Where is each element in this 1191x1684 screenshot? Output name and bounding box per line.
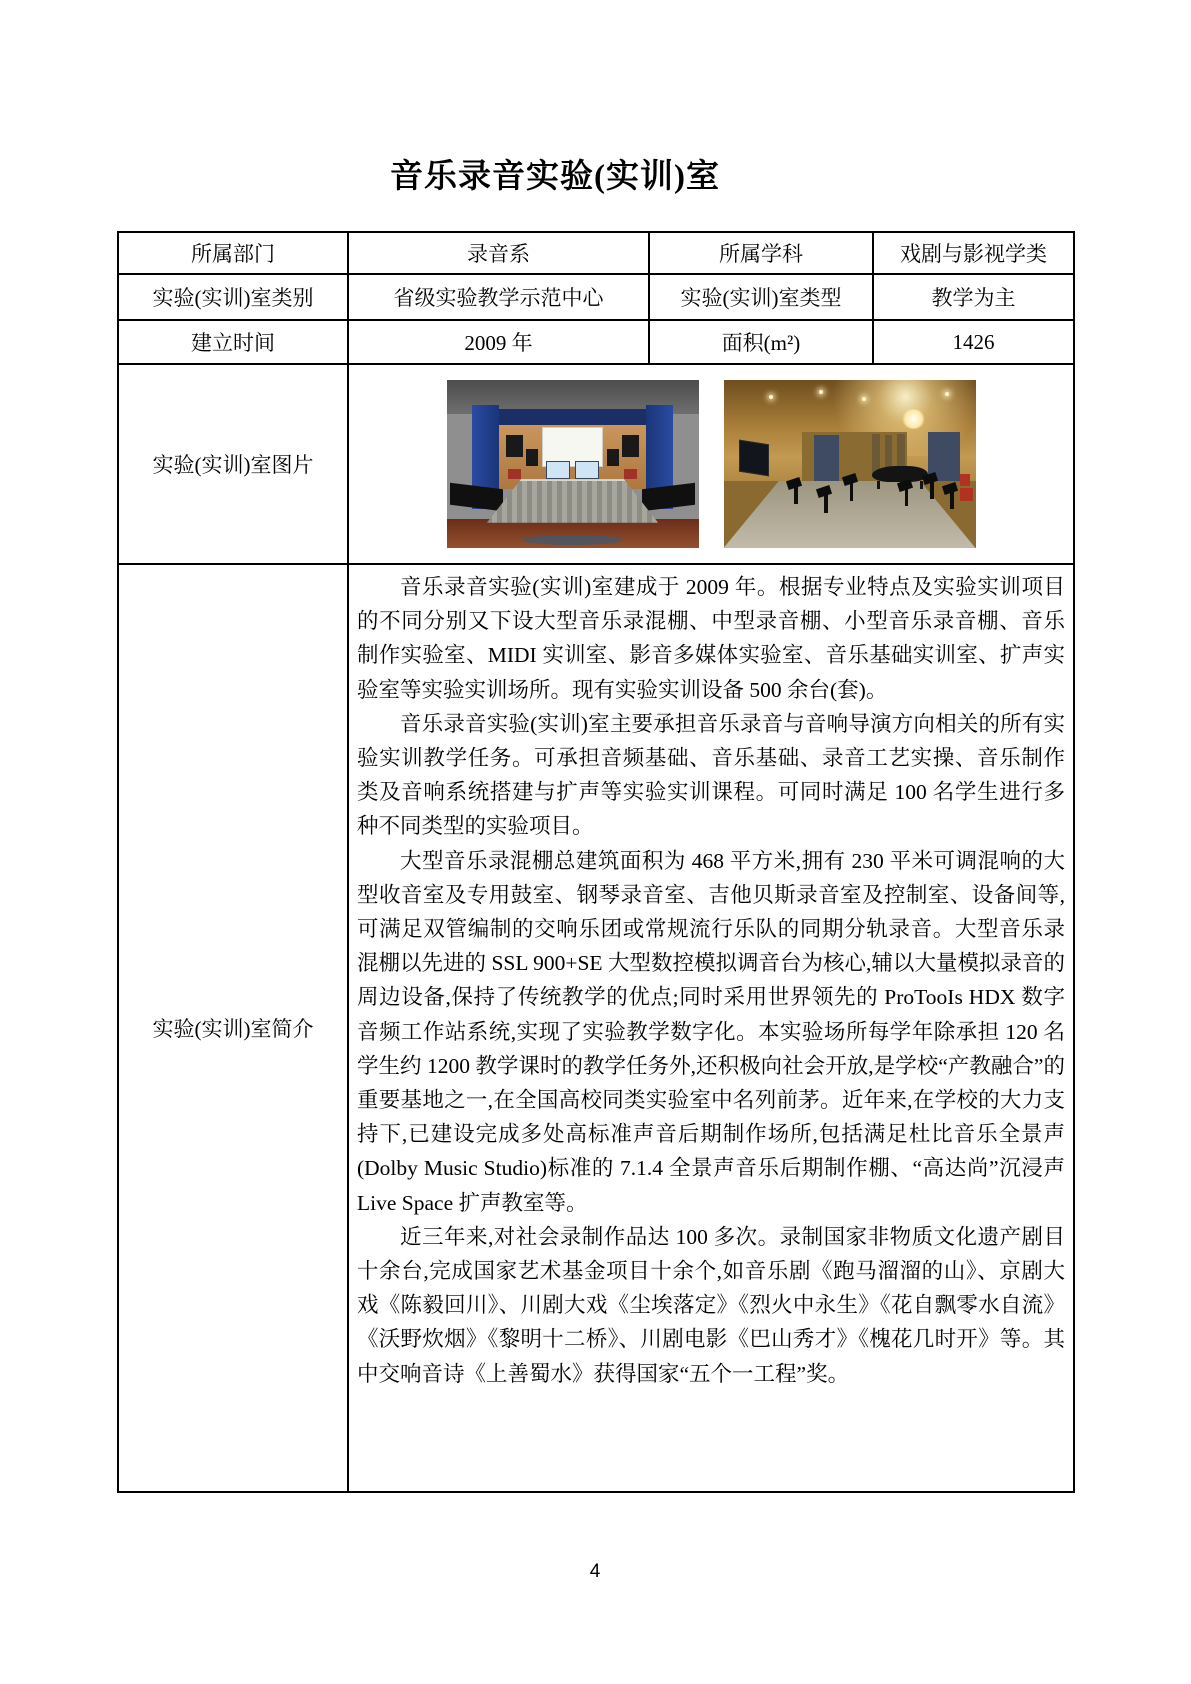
intro-label-cell: 实验(实训)室简介 bbox=[118, 564, 348, 1492]
department-value-cell: 录音系 bbox=[348, 232, 649, 274]
photos-cell bbox=[348, 364, 1074, 564]
table-row bbox=[118, 320, 1074, 364]
lr-ceiling-light bbox=[862, 397, 866, 401]
lr-wall-tv bbox=[739, 440, 769, 477]
table-row bbox=[118, 364, 1074, 564]
lr-music-stand bbox=[794, 486, 798, 504]
lr-chandelier bbox=[902, 409, 925, 429]
lr-piano-leg bbox=[920, 481, 923, 489]
cr-floor-shadow bbox=[522, 535, 623, 545]
page-title: 音乐录音实验(实训)室 bbox=[390, 159, 720, 195]
department-label-cell: 所属部门 bbox=[118, 232, 348, 274]
cr-speaker bbox=[526, 449, 539, 466]
cr-valance bbox=[479, 409, 666, 427]
cr-speaker bbox=[622, 435, 640, 457]
category-label-cell: 实验(实训)室类别 bbox=[118, 274, 348, 320]
lr-door-panel bbox=[814, 435, 839, 480]
cr-speaker-stand bbox=[624, 469, 637, 479]
page-number: 4 bbox=[589, 1561, 601, 1582]
recording-hall-photo bbox=[724, 380, 976, 548]
cr-speaker bbox=[607, 449, 620, 466]
discipline-value-cell: 戏剧与影视学类 bbox=[873, 232, 1074, 274]
intro-paragraph: 大型音乐录混棚总建筑面积为 468 平方米,拥有 230 平米可调混响的大型收音室及专用鼓室、钢琴录音室、吉他贝斯录音室及控制室、设备间等,可满足双管编制的交响乐团或常规流行乐队的同期分轨录音。大型音乐录混棚以先进的 SSL 900+SE 大型数控模拟调音台为核心,辅以大量模拟录音的周边设备,保持了传统教学的优点;同时采用世界领先的 ProTooIs HDX 数字音频工作站系统,实现了实验教学数字化。本实验场所每学年除承担 120 名学生约 1200 教学课时的教学任务外,还积极向社会开放,是学校“产教融合”的重要基地之一,在全国高校同类实验室中名列前茅。近年来,在学校的大力支持下,已建设完成多处高标准声音后期制作场所,包括满足杜比音乐全景声(Dolby Music Studio)标准的 7.1.4 全景声音乐后期制作棚、“高达尚”沉浸声 Live Space 扩声教室等。 bbox=[357, 848, 1065, 1215]
lr-music-stand bbox=[950, 491, 954, 509]
photos-wrap bbox=[351, 380, 1071, 548]
intro-paragraph: 近三年来,对社会录制作品达 100 多次。录制国家非物质文化遗产剧目十余台,完成国家艺术基金项目十余个,如音乐剧《跑马溜溜的山》、京剧大戏《陈毅回川》、川剧大戏《尘埃落定》《烈火中永生》《花自飘零水自流》《沃野炊烟》《黎明十二桥》、川剧电影《巴山秀才》《槐花几时开》等。其中交响音诗《上善蜀水》获得国家“五个一工程”奖。 bbox=[357, 1224, 1065, 1386]
table-row bbox=[118, 232, 1074, 274]
established-label-cell: 建立时间 bbox=[118, 320, 348, 364]
intro-paragraph: 音乐录音实验(实训)室主要承担音乐录音与音响导演方向相关的所有实验实训教学任务。可承担音频基础、音乐基础、录音工艺实操、音乐制作类及音响系统搭建与扩声等实验实训课程。可同时满足 100 名学生进行多种不同类型的实验项目。 bbox=[357, 711, 1065, 839]
table-row bbox=[118, 564, 1074, 1492]
cr-monitor-screen bbox=[575, 461, 599, 479]
info-table bbox=[117, 231, 1075, 1493]
area-label-cell: 面积(m²) bbox=[649, 320, 873, 364]
lr-ceiling-light bbox=[945, 392, 949, 396]
lr-ceiling-light bbox=[769, 395, 773, 399]
lr-music-stand bbox=[824, 494, 828, 512]
room-type-value-cell: 教学为主 bbox=[873, 274, 1074, 320]
cr-speaker-stand bbox=[508, 469, 521, 479]
intro-paragraph: 音乐录音实验(实训)室建成于 2009 年。根据专业特点及实验实训项目的不同分别又下设大型音乐录混棚、中型录音棚、小型音乐录音棚、音乐制作实验室、MIDI 实训室、影音多媒体实验室、音乐基础实训室、扩声实验室等实验实训场所。现有实验实训设备 500 余台(套)。 bbox=[357, 575, 1065, 702]
area-value-cell: 1426 bbox=[873, 320, 1074, 364]
photos-label-cell: 实验(实训)室图片 bbox=[118, 364, 348, 564]
cr-speaker bbox=[506, 435, 524, 457]
lr-red-equipment bbox=[960, 488, 973, 501]
category-value-cell: 省级实验教学示范中心 bbox=[348, 274, 649, 320]
lr-music-stand bbox=[905, 488, 909, 506]
intro-cell bbox=[348, 564, 1074, 1492]
table-row bbox=[118, 274, 1074, 320]
lr-music-stand bbox=[850, 482, 854, 500]
discipline-label-cell: 所属学科 bbox=[649, 232, 873, 274]
cr-monitor-screen bbox=[546, 461, 570, 479]
lr-music-stand bbox=[930, 481, 934, 499]
control-room-photo bbox=[447, 380, 699, 548]
established-value-cell: 2009 年 bbox=[348, 320, 649, 364]
lr-piano-leg bbox=[877, 481, 880, 489]
room-type-label-cell: 实验(实训)室类型 bbox=[649, 274, 873, 320]
lr-red-equipment bbox=[960, 474, 970, 486]
